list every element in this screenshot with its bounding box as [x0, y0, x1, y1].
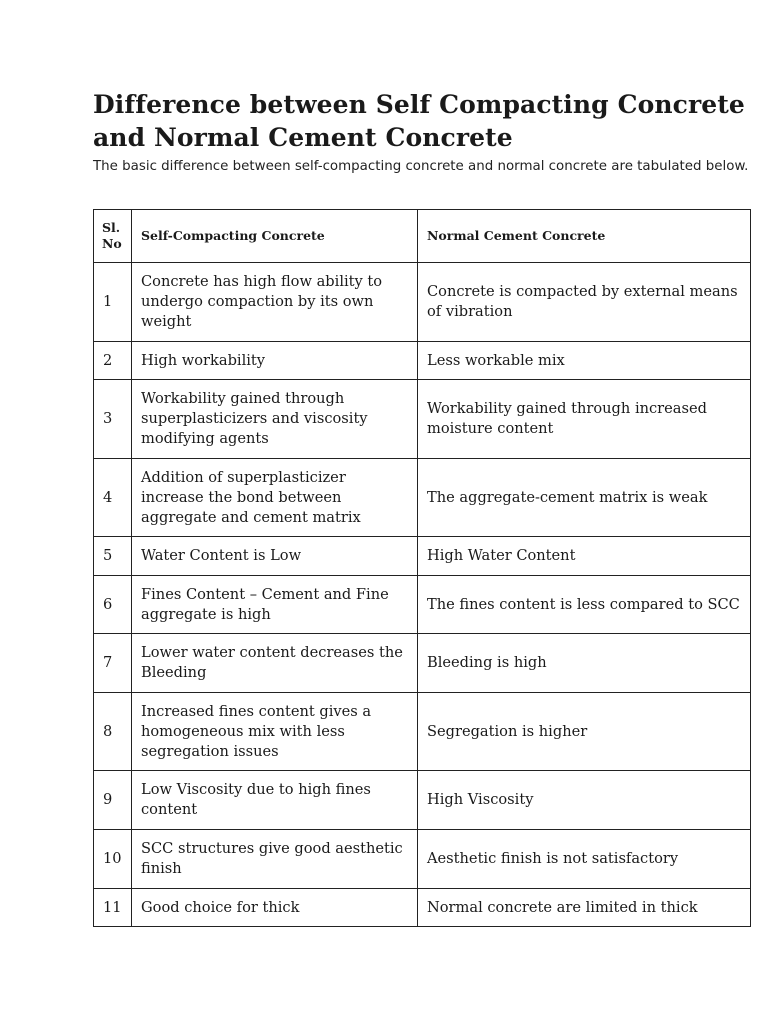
- ncc-cell: Bleeding is high: [418, 634, 751, 693]
- scc-cell: SCC structures give good aesthetic finish: [132, 830, 418, 889]
- scc-cell: High workability: [132, 342, 418, 380]
- row-number: 4: [94, 459, 132, 537]
- row-number: 10: [94, 830, 132, 889]
- table-row: [94, 634, 751, 693]
- scc-cell: Low Viscosity due to high fines content: [132, 771, 418, 830]
- row-number: 6: [94, 576, 132, 634]
- ncc-cell: High Water Content: [418, 537, 751, 576]
- row-number: 8: [94, 693, 132, 771]
- ncc-cell: Less workable mix: [418, 342, 751, 380]
- row-number: 3: [94, 380, 132, 459]
- ncc-cell: High Viscosity: [418, 771, 751, 830]
- comparison-table: [93, 209, 751, 927]
- scc-cell: Fines Content – Cement and Fine aggregate is high: [132, 576, 418, 634]
- ncc-cell: Concrete is compacted by external means of vibration: [418, 263, 751, 342]
- scc-cell: Good choice for thick: [132, 889, 418, 927]
- ncc-cell: The aggregate-cement matrix is weak: [418, 459, 751, 537]
- scc-cell: Increased fines content gives a homogeneous mix with less segregation issues: [132, 693, 418, 771]
- row-number: 11: [94, 889, 132, 927]
- intro-paragraph: The basic difference between self-compacting concrete and normal concrete are tabulated below.: [93, 159, 749, 174]
- ncc-cell: The fines content is less compared to SCC: [418, 576, 751, 634]
- table-row: [94, 342, 751, 380]
- row-number: 7: [94, 634, 132, 693]
- table-row: [94, 380, 751, 459]
- table-row: [94, 889, 751, 927]
- scc-cell: Water Content is Low: [132, 537, 418, 576]
- scc-cell: Concrete has high flow ability to undergo compaction by its own weight: [132, 263, 418, 342]
- table-row: [94, 771, 751, 830]
- ncc-cell: Workability gained through increased moisture content: [418, 380, 751, 459]
- row-number: 9: [94, 771, 132, 830]
- scc-cell: Addition of superplasticizer increase the bond between aggregate and cement matrix: [132, 459, 418, 537]
- table-row: [94, 459, 751, 537]
- page-title: Difference between Self Compacting Concrete and Normal Cement Concrete: [93, 90, 745, 152]
- header-sl-no: Sl. No: [94, 210, 132, 263]
- document-page: [93, 88, 750, 916]
- table-row: [94, 830, 751, 889]
- ncc-cell: Normal concrete are limited in thick: [418, 889, 751, 927]
- table-row: [94, 537, 751, 576]
- ncc-cell: Aesthetic finish is not satisfactory: [418, 830, 751, 889]
- table-header-row: [94, 210, 751, 263]
- table-row: [94, 576, 751, 634]
- header-self-compacting: Self-Compacting Concrete: [132, 210, 418, 263]
- ncc-cell: Segregation is higher: [418, 693, 751, 771]
- row-number: 1: [94, 263, 132, 342]
- header-normal-cement: Normal Cement Concrete: [418, 210, 751, 263]
- row-number: 2: [94, 342, 132, 380]
- table-row: [94, 693, 751, 771]
- scc-cell: Lower water content decreases the Bleeding: [132, 634, 418, 693]
- row-number: 5: [94, 537, 132, 576]
- scc-cell: Workability gained through superplasticizers and viscosity modifying agents: [132, 380, 418, 459]
- table-row: [94, 263, 751, 342]
